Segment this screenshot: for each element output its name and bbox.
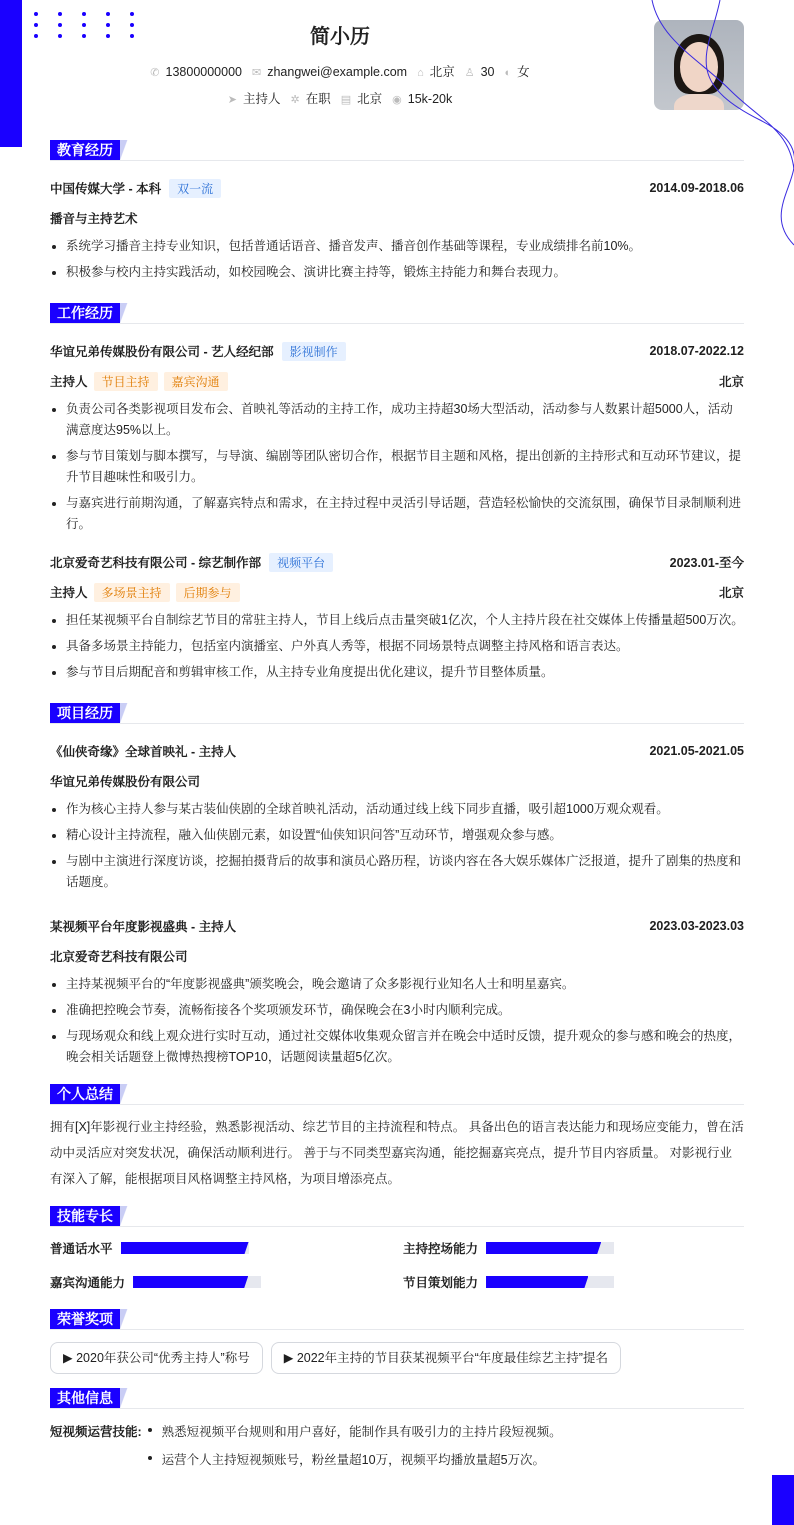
info-item: ♙ 30 [464,65,495,79]
project-name: 《仙侠奇缘》全球首映礼 - 主持人 [50,745,237,759]
skill-tag: 多场景主持 [94,583,170,602]
work-bullet: 与嘉宾进行前期沟通，了解嘉宾特点和需求，在主持过程中灵活引导话题，营造轻松愉快的交流氛围，确保节目录制顺利进行。 [50,493,744,535]
project-bullet: 与现场观众和线上观众进行实时互动，通过社交媒体收集观众留言并在晚会中适时反馈，提升观众的参与感和晚会的热度，晚会相关话题登上微博热搜榜TOP10，话题阅读量超5亿次。 [50,1026,744,1068]
decor-right-bar [772,1475,794,1525]
work-date: 2023.01-至今 [669,556,744,570]
project-bullet: 精心设计主持流程，融入仙侠剧元素，如设置“仙侠知识问答”互动环节，增强观众参与感。 [50,825,744,846]
skill-bar-fill [486,1276,588,1288]
skill-item: 节目策划能力 [403,1273,744,1291]
edu-bullets: 系统学习播音主持专业知识，包括普通话语音、播音发声、播音创作基础等课程，专业成绩排名前10%。 积极参与校内主持实践活动，如校园晚会、演讲比赛主持等，锻炼主持能力和舞台表现力。 [50,236,744,283]
job-info-row [0,89,680,107]
other-bullet: 熟悉短视频平台规则和用户喜好，能制作具有吸引力的主持片段短视频。 [146,1419,562,1445]
project-bullet: 准确把控晚会节奏，流畅衔接各个奖项颁发环节，确保晚会在3小时内顺利完成。 [50,1000,744,1021]
project-date: 2023.03-2023.03 [649,919,744,933]
project-bullet: 作为核心主持人参与某古装仙侠剧的全球首映礼活动，活动通过线上线下同步直播，吸引超1000万观众观看。 [50,799,744,820]
industry-badge: 视频平台 [269,553,333,572]
work-city: 北京 [718,375,744,389]
project-bullet: 主持某视频平台的“年度影视盛典”颁奖晚会，晚会邀请了众多影视行业知名人士和明星嘉宾。 [50,974,744,995]
other-bullet: 运营个人主持短视频账号，粉丝量超10万，视频平均播放量超5万次。 [146,1447,562,1473]
skill-bar-fill [121,1242,249,1254]
project-date: 2021.05-2021.05 [649,744,744,758]
skill-item: 主持控场能力 [403,1239,744,1257]
section-heading-projects: 项目经历 [50,703,744,724]
info-item: ✉ zhangwei@example.com [252,65,408,79]
skill-tag: 后期参与 [176,583,240,602]
skill-bar-fill [486,1242,601,1254]
age-icon: ♙ [464,67,475,79]
resume-name: 简小历 [310,26,370,48]
skill-item: 普通话水平 [50,1239,403,1257]
status-icon: ✲ [290,94,300,106]
project-bullet: 与剧中主演进行深度访谈，挖掘拍摄背后的故事和演员心路历程，访谈内容在各大娱乐媒体广泛报道，提升了剧集的热度和话题度。 [50,851,744,893]
work-date: 2018.07-2022.12 [649,344,744,358]
skill-bar [133,1276,261,1288]
summary-text: 拥有[X]年影视行业主持经验，熟悉影视活动、综艺节目的主持流程和特点。 具备出色的语言表达能力和现场应变能力，曾在活动中灵活应对突发状况，确保活动顺利进行。 善于与不同类型嘉宾沟通，能挖掘嘉宾亮点，提升节目内容质量。 对影视行业有深入了解，能根据项目风格调整主持风格，为项目增添亮点。 [50,1120,744,1186]
edu-date: 2014.09-2018.06 [649,181,744,195]
award-item: ▶ 2022年主持的节目获某视频平台“年度最佳综艺主持”提名 [271,1342,621,1374]
section-heading-other: 其他信息 [50,1388,744,1409]
info-item: ◐ 女 [504,65,530,79]
work-entry [50,336,744,535]
skill-bar [486,1242,614,1254]
send-icon: ➤ [227,94,237,106]
project-org: 北京爱奇艺科技有限公司 [50,950,188,964]
work-bullet: 具备多场景主持能力，包括室内演播室、户外真人秀等，根据不同场景特点调整主持风格和语言表达。 [50,636,744,657]
info-item: ➤ 主持人 [227,92,281,106]
skill-bar-fill [133,1276,248,1288]
section-heading-work: 工作经历 [50,303,744,324]
job-role: 主持人 [50,374,88,389]
section-heading-awards: 荣誉奖项 [50,1309,744,1330]
info-item: ◉ 15k-20k [392,92,453,106]
gender-icon: ◐ [504,67,512,79]
project-entry [50,911,744,1068]
company-name: 北京爱奇艺科技有限公司 - 综艺制作部 [50,555,262,570]
skill-tag: 嘉宾沟通 [164,372,228,391]
project-name: 某视频平台年度影视盛典 - 主持人 [50,920,237,934]
phone-icon: ✆ [150,67,160,79]
project-org: 华谊兄弟传媒股份有限公司 [50,775,201,789]
major: 播音与主持艺术 [50,212,138,226]
award-item: ▶ 2020年获公司“优秀主持人”称号 [50,1342,263,1374]
skill-bar [486,1276,614,1288]
section-heading-summary: 个人总结 [50,1084,744,1105]
work-bullet: 参与节目策划与脚本撰写，与导演、编剧等团队密切合作，根据节目主题和风格，提出创新的主持形式和互动环节建议，提升节目趣味性和吸引力。 [50,446,744,488]
info-item: ⌂ 北京 [417,65,455,79]
industry-badge: 影视制作 [282,342,346,361]
work-bullet: 负责公司各类影视项目发布会、首映礼等活动的主持工作，成功主持超30场大型活动，活动参与人数累计超5000人，活动满意度达95%以上。 [50,399,744,441]
info-item: ✆ 13800000000 [150,65,242,79]
skill-tag: 节目主持 [94,372,158,391]
school-badge: 双一流 [169,179,221,198]
mail-icon: ✉ [252,67,262,79]
school-name: 中国传媒大学 - 本科 [50,181,162,196]
work-city: 北京 [718,586,744,600]
building-icon: ▤ [340,94,352,106]
work-bullet: 参与节目后期配音和剪辑审核工作，从主持专业角度提出优化建议，提升节目整体质量。 [50,662,744,683]
skill-item: 嘉宾沟通能力 [50,1273,403,1291]
info-item: ▤ 北京 [340,92,383,106]
other-label: 短视频运营技能: [50,1425,142,1439]
section-heading-skills: 技能专长 [50,1206,744,1227]
section-heading-education: 教育经历 [50,140,744,161]
salary-icon: ◉ [392,94,402,106]
job-role: 主持人 [50,585,88,600]
project-entry [50,736,744,893]
work-entry [50,547,744,683]
company-name: 华谊兄弟传媒股份有限公司 - 艺人经纪部 [50,344,274,359]
contact-info-row [0,62,680,80]
skill-bar [121,1242,249,1254]
info-item: ✲ 在职 [290,92,331,106]
home-icon: ⌂ [417,67,424,79]
work-bullet: 担任某视频平台自制综艺节目的常驻主持人，节目上线后点击量突破1亿次，个人主持片段在社交媒体上传播量超500万次。 [50,610,744,631]
